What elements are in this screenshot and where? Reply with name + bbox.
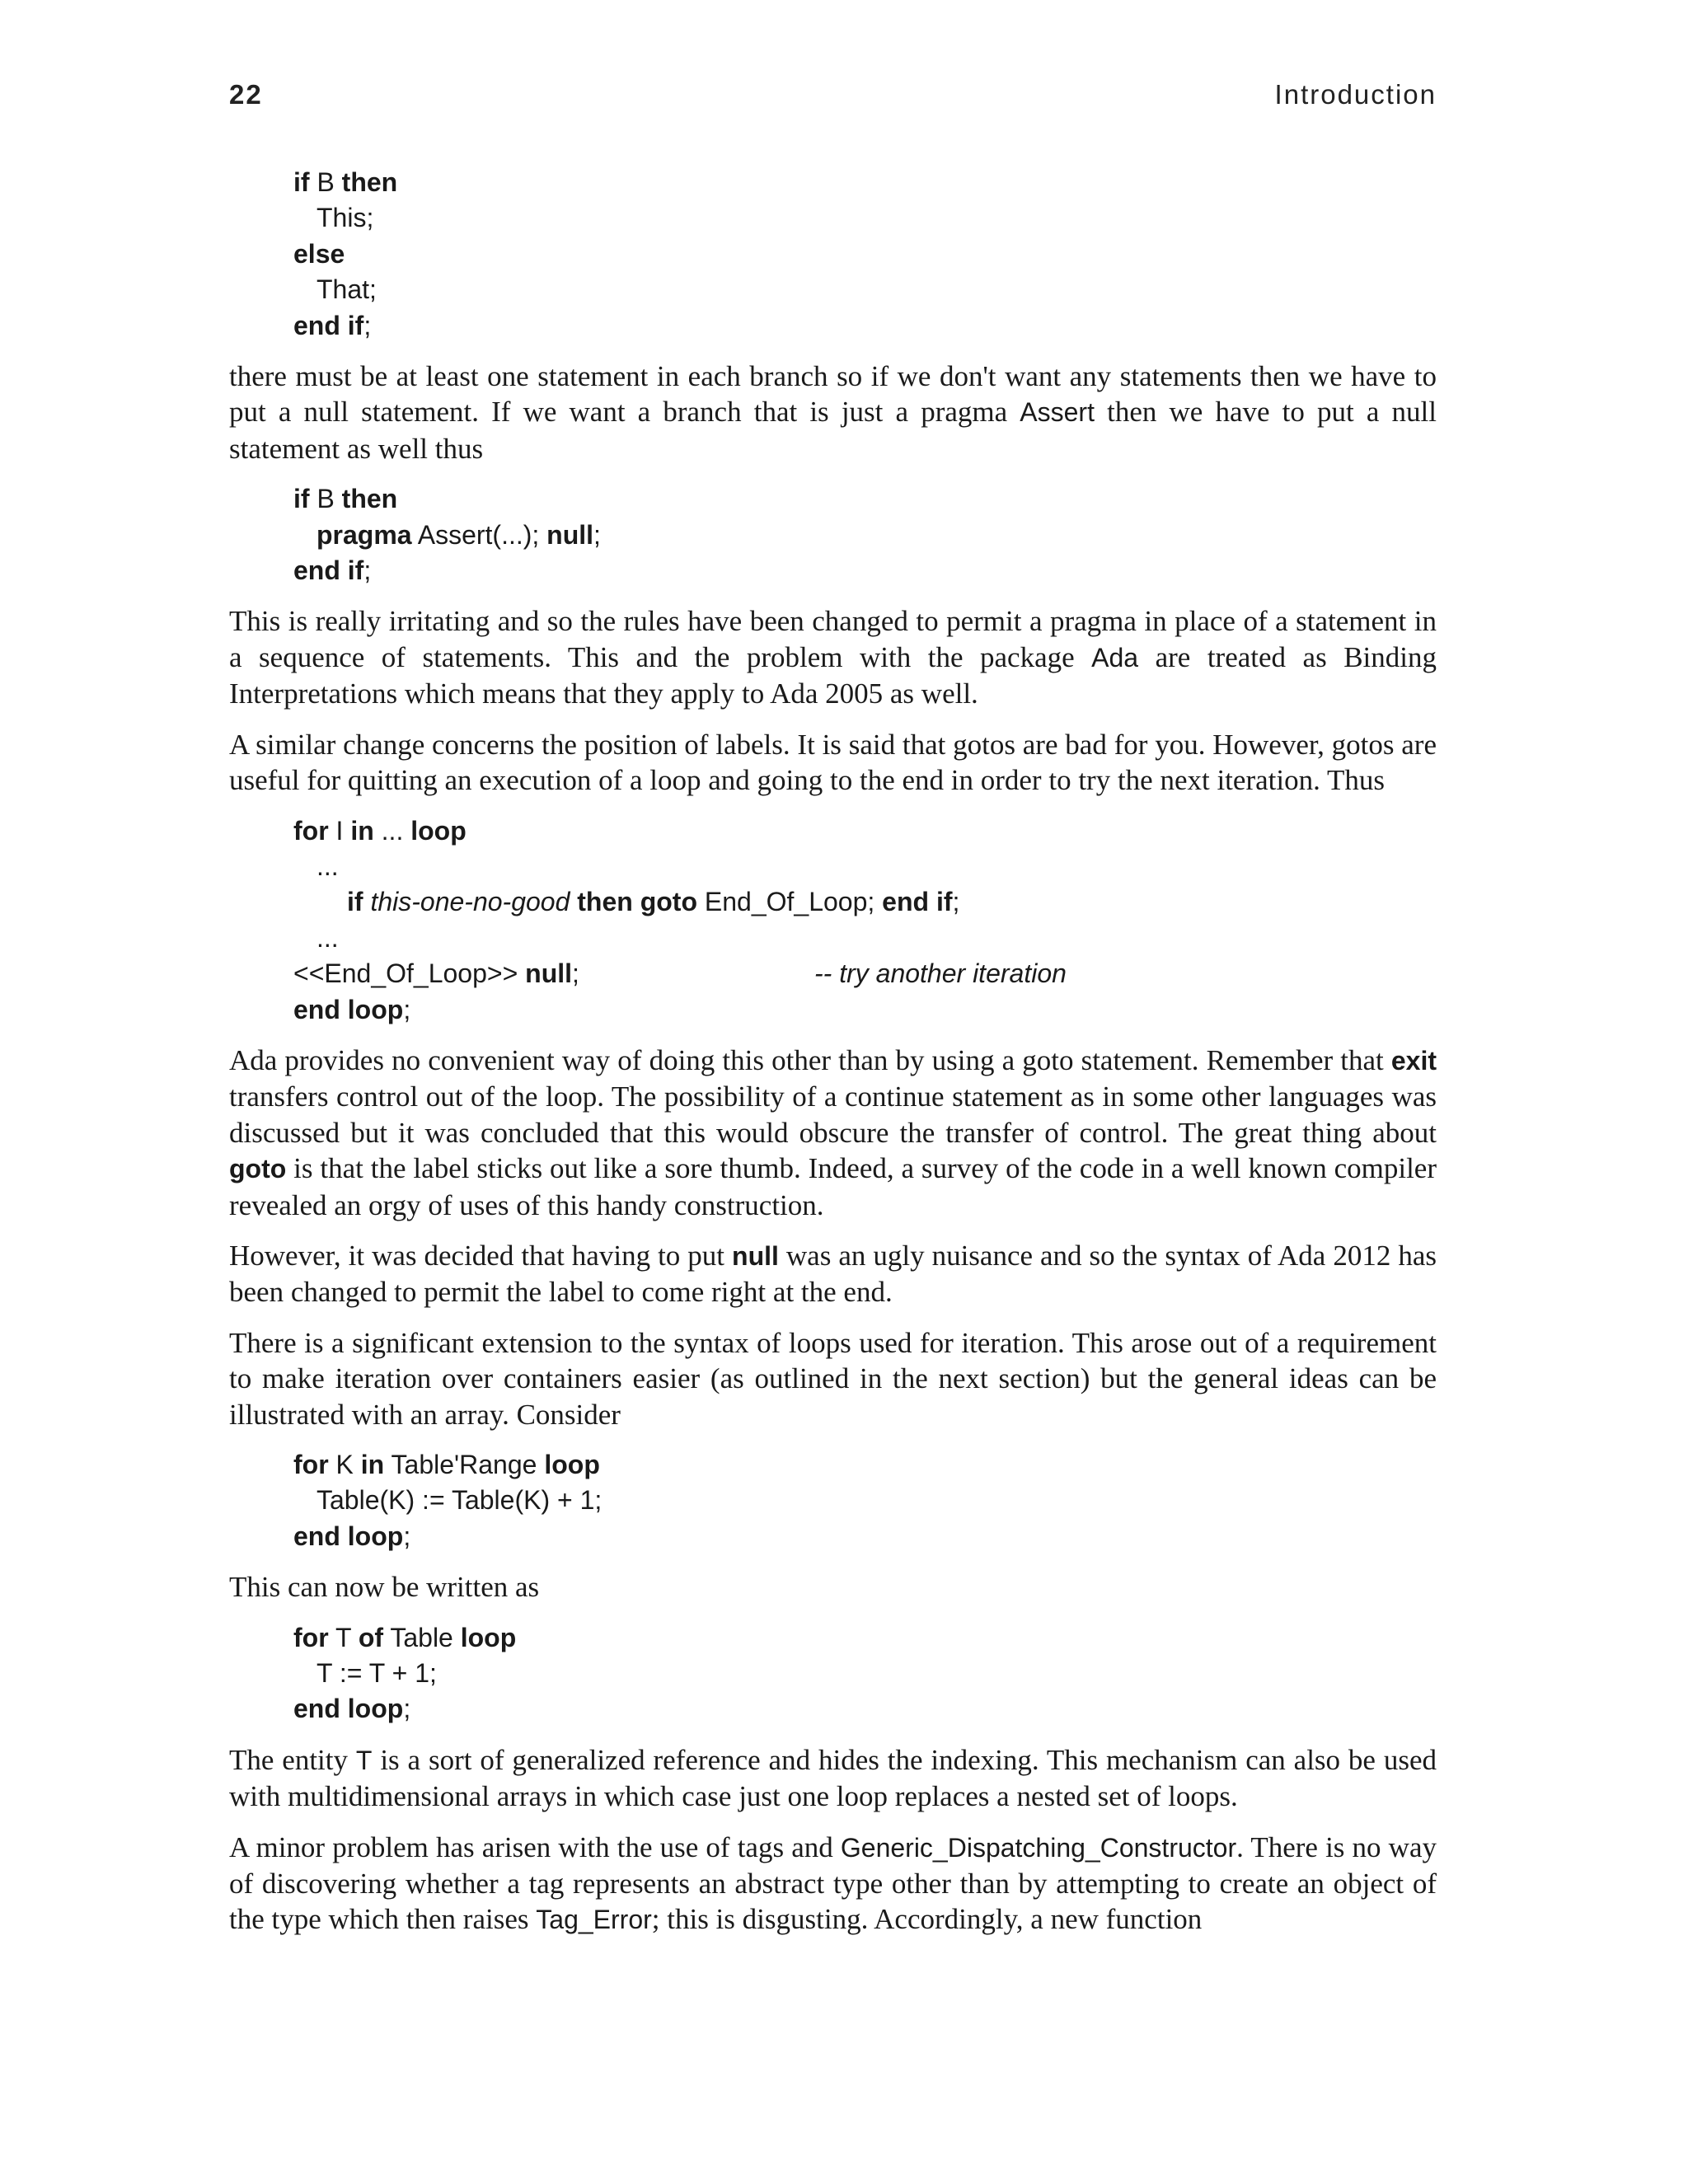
code-line: pragma Assert(...); null; <box>316 519 601 550</box>
code-line: Table(K) := Table(K) + 1; <box>316 1485 603 1516</box>
code-line: if this-one-no-good then goto End_Of_Loop; end if; <box>347 887 960 917</box>
code-line: else <box>293 238 345 269</box>
code-line: <<End_Of_Loop>> null; -- try another iteration <box>293 956 1437 991</box>
paragraph: However, it was decided that having to put null was an ugly nuisance and so the syntax of Ada 2012 has been changed to permit the label to come right at the end. <box>229 1239 1437 1309</box>
paragraph: This is really irritating and so the rules have been changed to permit a pragma in place of a statement in a sequence of statements. This and the problem with the package Ada are treated as Binding Interpretations which means that they apply to Ada 2005 as well. <box>229 605 1437 710</box>
paragraph: There is a significant extension to the syntax of loops used for iteration. This arose out of a requirement to make iteration over containers easier (as outlined in the next section) but the general ideas can be illustrated with an array. Consider <box>229 1326 1437 1431</box>
page-number: 22 <box>229 79 263 110</box>
paragraph: A similar change concerns the position of labels. It is said that gotos are bad for you. However, gotos are useful for quitting an execution of a loop and going to the end in order to try the next iteration. Thus <box>229 728 1437 797</box>
code-line: end loop; <box>293 1694 411 1724</box>
paragraph: This can now be written as <box>229 1571 540 1604</box>
code-line: T := T + 1; <box>316 1658 437 1689</box>
code-line: ... <box>316 851 339 881</box>
code-line: This; <box>316 203 374 233</box>
paragraph: there must be at least one statement in each branch so if we don't want any statements then we have to put a null statement. If we want a branch that is just a pragma Assert then we have to put a null statement as well thus <box>229 360 1437 465</box>
paragraph: A minor problem has arisen with the use of tags and Generic_Dispatching_Constructor. There is no way of discovering whether a tag represents an abstract type other than by attempting to create an object of the type which then raises Tag_Error; this is disgusting. Accordingly, a new function <box>229 1830 1437 1936</box>
running-header <box>229 79 1437 120</box>
code-line: That; <box>316 274 377 305</box>
code-line: end if; <box>293 310 372 340</box>
chapter-title: Introduction <box>1274 79 1437 110</box>
code-block-for-of <box>293 1620 1437 1727</box>
paragraph: The entity T is a sort of generalized reference and hides the indexing. This mechanism can also be used with multidimensional arrays in which case just one loop replaces a nested set of loops. <box>229 1743 1437 1813</box>
page-body <box>229 165 1437 1953</box>
code-line: if B then <box>293 167 398 197</box>
code-line: end loop; <box>293 1521 411 1551</box>
code-block-if-else <box>293 165 1437 344</box>
code-line: if B then <box>293 484 398 514</box>
code-line: ... <box>316 922 339 953</box>
code-line: end if; <box>293 555 372 586</box>
paragraph: Ada provides no convenient way of doing this other than by using a goto statement. Remember that exit transfers control out of the loop. The possibility of a continue statement as in some other languages was discussed but it was concluded that this would obscure the transfer of control. The great thing about goto is that the label sticks out like a sore thumb. Indeed, a survey of the code in a well known compiler revealed an orgy of uses of this handy construction. <box>229 1043 1437 1221</box>
code-block-goto-loop <box>293 813 1437 1028</box>
code-line: for K in Table'Range loop <box>293 1450 600 1479</box>
code-comment: -- try another iteration <box>814 958 1067 989</box>
code-block-pragma-assert <box>293 481 1437 588</box>
code-block-for-in <box>293 1447 1437 1554</box>
code-line: for I in ... loop <box>293 815 467 846</box>
code-line: for T of Table loop <box>293 1622 517 1652</box>
code-line: end loop; <box>293 994 411 1024</box>
